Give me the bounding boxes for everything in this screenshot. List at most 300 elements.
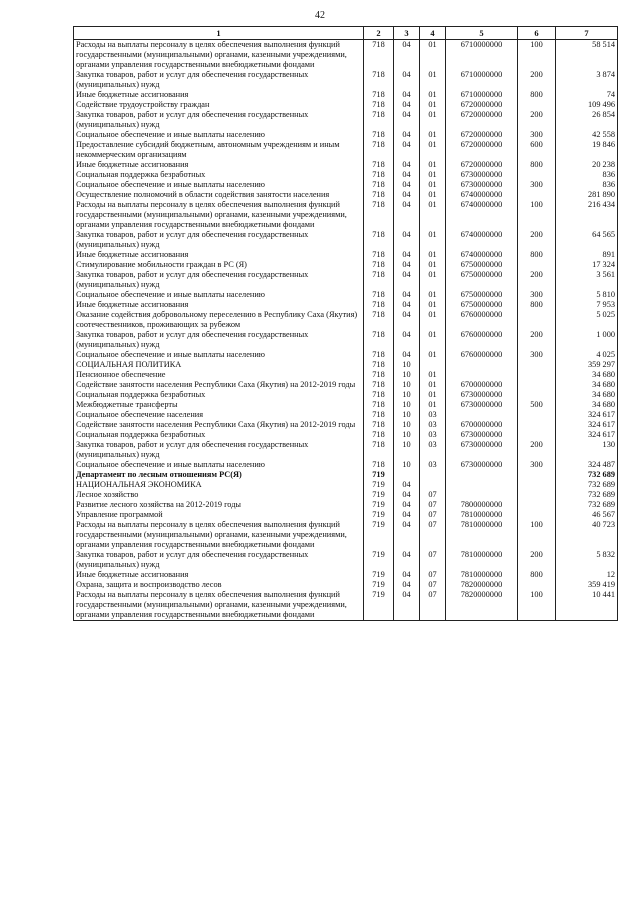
cell-section-code: 04 — [394, 330, 420, 350]
cell-expense-type: 200 — [518, 270, 556, 290]
cell-expense-type: 300 — [518, 130, 556, 140]
cell-subsection-code: 01 — [420, 110, 446, 130]
cell-subsection-code: 01 — [420, 250, 446, 260]
cell-name: Социальное обеспечение и иные выплаты населению — [74, 350, 364, 360]
cell-section-code: 04 — [394, 290, 420, 300]
cell-amount: 10 441 — [556, 590, 618, 621]
cell-target-article: 7820000000 — [446, 590, 518, 621]
cell-subsection-code: 01 — [420, 260, 446, 270]
cell-amount: 12 — [556, 570, 618, 580]
cell-expense-type: 200 — [518, 110, 556, 130]
table-row — [74, 170, 618, 180]
cell-expense-type — [518, 510, 556, 520]
cell-expense-type — [518, 190, 556, 200]
cell-expense-type — [518, 500, 556, 510]
cell-subsection-code: 01 — [420, 100, 446, 110]
cell-name: Социальное обеспечение и иные выплаты населению — [74, 460, 364, 470]
cell-ministry-code: 718 — [364, 190, 394, 200]
cell-target-article: 7810000000 — [446, 520, 518, 550]
table-row — [74, 590, 618, 621]
cell-subsection-code: 01 — [420, 350, 446, 360]
cell-section-code: 10 — [394, 420, 420, 430]
cell-subsection-code: 01 — [420, 300, 446, 310]
cell-amount: 19 846 — [556, 140, 618, 160]
cell-ministry-code: 718 — [364, 310, 394, 330]
cell-section-code: 04 — [394, 260, 420, 270]
cell-target-article: 6700000000 — [446, 380, 518, 390]
table-row — [74, 570, 618, 580]
cell-section-code: 10 — [394, 400, 420, 410]
cell-ministry-code: 719 — [364, 570, 394, 580]
cell-amount: 130 — [556, 440, 618, 460]
cell-subsection-code: 01 — [420, 390, 446, 400]
cell-section-code: 04 — [394, 520, 420, 550]
cell-target-article — [446, 360, 518, 370]
cell-amount: 34 680 — [556, 380, 618, 390]
cell-section-code: 04 — [394, 350, 420, 360]
cell-section-code: 10 — [394, 460, 420, 470]
cell-target-article: 6740000000 — [446, 190, 518, 200]
cell-name: Содействие занятости населения Республики Саха (Якутия) на 2012-2019 годы — [74, 380, 364, 390]
cell-ministry-code: 718 — [364, 370, 394, 380]
cell-name: Расходы на выплаты персоналу в целях обеспечения выполнения функций государственными (муниципальными) органами, казенными учреждениями, органами управления государственными внебюджетными фондами — [74, 200, 364, 230]
cell-name: Закупка товаров, работ и услуг для обеспечения государственных (муниципальных) нужд — [74, 110, 364, 130]
cell-ministry-code: 718 — [364, 40, 394, 71]
cell-target-article: 6710000000 — [446, 70, 518, 90]
cell-expense-type: 300 — [518, 350, 556, 360]
table-row — [74, 140, 618, 160]
cell-target-article: 6760000000 — [446, 330, 518, 350]
cell-subsection-code: 07 — [420, 570, 446, 580]
cell-amount: 324 487 — [556, 460, 618, 470]
cell-target-article: 6760000000 — [446, 310, 518, 330]
cell-subsection-code: 01 — [420, 90, 446, 100]
cell-name: Иные бюджетные ассигнования — [74, 250, 364, 260]
table-row — [74, 470, 618, 480]
cell-ministry-code: 718 — [364, 200, 394, 230]
table-row — [74, 410, 618, 420]
cell-target-article: 6730000000 — [446, 400, 518, 410]
cell-section-code: 04 — [394, 500, 420, 510]
cell-subsection-code: 01 — [420, 330, 446, 350]
table-row — [74, 440, 618, 460]
cell-target-article: 6740000000 — [446, 200, 518, 230]
cell-name: Развитие лесного хозяйства на 2012-2019 годы — [74, 500, 364, 510]
cell-section-code: 04 — [394, 40, 420, 71]
cell-ministry-code: 718 — [364, 290, 394, 300]
cell-amount: 74 — [556, 90, 618, 100]
cell-name: Расходы на выплаты персоналу в целях обеспечения выполнения функций государственными (муниципальными) органами, казенными учреждениями, органами управления государственными внебюджетными фондами — [74, 520, 364, 550]
header-col-7: 7 — [556, 27, 618, 40]
header-col-4: 4 — [420, 27, 446, 40]
cell-ministry-code: 719 — [364, 550, 394, 570]
cell-expense-type: 800 — [518, 90, 556, 100]
page-number: 42 — [315, 10, 325, 21]
table-row — [74, 480, 618, 490]
cell-section-code: 04 — [394, 200, 420, 230]
table-row — [74, 90, 618, 100]
cell-ministry-code: 718 — [364, 90, 394, 100]
cell-name: Расходы на выплаты персоналу в целях обеспечения выполнения функций государственными (муниципальными) органами, казенными учреждениями, органами управления государственными внебюджетными фондами — [74, 40, 364, 71]
cell-name: Социальная поддержка безработных — [74, 390, 364, 400]
cell-ministry-code: 718 — [364, 260, 394, 270]
cell-amount: 40 723 — [556, 520, 618, 550]
cell-subsection-code: 07 — [420, 580, 446, 590]
table-row — [74, 550, 618, 570]
table-row — [74, 230, 618, 250]
cell-amount: 34 680 — [556, 390, 618, 400]
cell-subsection-code — [420, 480, 446, 490]
cell-name: Социальное обеспечение и иные выплаты населению — [74, 180, 364, 190]
cell-name: Охрана, защита и воспроизводство лесов — [74, 580, 364, 590]
cell-section-code: 10 — [394, 360, 420, 370]
cell-target-article: 6720000000 — [446, 110, 518, 130]
cell-expense-type — [518, 580, 556, 590]
cell-expense-type — [518, 260, 556, 270]
cell-name: Социальная поддержка безработных — [74, 430, 364, 440]
cell-expense-type — [518, 170, 556, 180]
cell-ministry-code: 718 — [364, 330, 394, 350]
table-row — [74, 290, 618, 300]
cell-name: Закупка товаров, работ и услуг для обеспечения государственных (муниципальных) нужд — [74, 230, 364, 250]
cell-section-code: 04 — [394, 70, 420, 90]
cell-target-article: 6750000000 — [446, 300, 518, 310]
cell-section-code: 04 — [394, 250, 420, 260]
cell-expense-type: 800 — [518, 250, 556, 260]
cell-amount: 732 689 — [556, 480, 618, 490]
cell-name: Содействие трудоустройству граждан — [74, 100, 364, 110]
cell-target-article: 7810000000 — [446, 550, 518, 570]
cell-amount: 324 617 — [556, 410, 618, 420]
cell-subsection-code: 01 — [420, 160, 446, 170]
cell-amount: 3 874 — [556, 70, 618, 90]
table-row — [74, 200, 618, 230]
header-col-1: 1 — [74, 27, 364, 40]
cell-target-article: 6730000000 — [446, 170, 518, 180]
table-row — [74, 260, 618, 270]
cell-name: Предоставление субсидий бюджетным, автономным учреждениям и иным некоммерческим организациям — [74, 140, 364, 160]
cell-ministry-code: 718 — [364, 410, 394, 420]
table-row — [74, 270, 618, 290]
cell-amount: 359 297 — [556, 360, 618, 370]
cell-expense-type: 200 — [518, 70, 556, 90]
table-row — [74, 520, 618, 550]
cell-subsection-code — [420, 470, 446, 480]
table-row — [74, 310, 618, 330]
table-row — [74, 180, 618, 190]
cell-name: Пенсионное обеспечение — [74, 370, 364, 380]
cell-expense-type: 300 — [518, 460, 556, 470]
cell-amount: 58 514 — [556, 40, 618, 71]
cell-target-article: 6720000000 — [446, 160, 518, 170]
cell-expense-type — [518, 310, 556, 330]
cell-amount: 281 890 — [556, 190, 618, 200]
cell-subsection-code: 07 — [420, 500, 446, 510]
cell-target-article: 6720000000 — [446, 140, 518, 160]
cell-section-code: 10 — [394, 440, 420, 460]
cell-ministry-code: 718 — [364, 350, 394, 360]
cell-ministry-code: 718 — [364, 270, 394, 290]
cell-amount: 1 000 — [556, 330, 618, 350]
cell-name: Департамент по лесным отношениям РС(Я) — [74, 470, 364, 480]
table-row — [74, 370, 618, 380]
cell-subsection-code: 01 — [420, 130, 446, 140]
cell-expense-type: 800 — [518, 570, 556, 580]
cell-name: Содействие занятости населения Республики Саха (Якутия) на 2012-2019 годы — [74, 420, 364, 430]
table-row — [74, 110, 618, 130]
cell-name: Закупка товаров, работ и услуг для обеспечения государственных (муниципальных) нужд — [74, 440, 364, 460]
cell-subsection-code: 01 — [420, 180, 446, 190]
cell-subsection-code: 01 — [420, 230, 446, 250]
cell-target-article — [446, 480, 518, 490]
cell-amount: 5 832 — [556, 550, 618, 570]
budget-table — [73, 26, 618, 621]
cell-subsection-code: 01 — [420, 200, 446, 230]
table-row — [74, 190, 618, 200]
cell-name: Иные бюджетные ассигнования — [74, 90, 364, 100]
table-body — [74, 40, 618, 621]
cell-expense-type: 500 — [518, 400, 556, 410]
cell-section-code: 04 — [394, 310, 420, 330]
cell-section-code: 04 — [394, 510, 420, 520]
cell-target-article — [446, 470, 518, 480]
cell-expense-type — [518, 490, 556, 500]
cell-name: Лесное хозяйство — [74, 490, 364, 500]
cell-ministry-code: 718 — [364, 440, 394, 460]
cell-name: Социальное обеспечение и иные выплаты населению — [74, 290, 364, 300]
cell-ministry-code: 718 — [364, 420, 394, 430]
cell-section-code — [394, 470, 420, 480]
cell-target-article: 6730000000 — [446, 460, 518, 470]
cell-target-article: 6730000000 — [446, 440, 518, 460]
table-row — [74, 400, 618, 410]
cell-section-code: 04 — [394, 550, 420, 570]
cell-name: Иные бюджетные ассигнования — [74, 300, 364, 310]
cell-ministry-code: 718 — [364, 180, 394, 190]
cell-subsection-code: 01 — [420, 290, 446, 300]
cell-section-code: 04 — [394, 170, 420, 180]
cell-ministry-code: 718 — [364, 130, 394, 140]
cell-expense-type — [518, 470, 556, 480]
cell-section-code: 04 — [394, 100, 420, 110]
table-row — [74, 300, 618, 310]
cell-subsection-code: 01 — [420, 70, 446, 90]
cell-target-article: 6760000000 — [446, 350, 518, 360]
cell-ministry-code: 718 — [364, 460, 394, 470]
cell-subsection-code: 01 — [420, 270, 446, 290]
cell-target-article: 6730000000 — [446, 180, 518, 190]
cell-subsection-code: 01 — [420, 380, 446, 390]
cell-subsection-code: 01 — [420, 140, 446, 160]
cell-amount: 732 689 — [556, 490, 618, 500]
cell-target-article — [446, 410, 518, 420]
header-col-2: 2 — [364, 27, 394, 40]
cell-ministry-code: 719 — [364, 490, 394, 500]
cell-amount: 732 689 — [556, 500, 618, 510]
table-row — [74, 130, 618, 140]
cell-amount: 891 — [556, 250, 618, 260]
cell-section-code: 04 — [394, 160, 420, 170]
table-row — [74, 330, 618, 350]
cell-subsection-code: 01 — [420, 400, 446, 410]
cell-name: СОЦИАЛЬНАЯ ПОЛИТИКА — [74, 360, 364, 370]
cell-target-article: 6710000000 — [446, 90, 518, 100]
cell-target-article: 7820000000 — [446, 580, 518, 590]
cell-expense-type — [518, 420, 556, 430]
cell-name: Иные бюджетные ассигнования — [74, 570, 364, 580]
cell-section-code: 04 — [394, 270, 420, 290]
cell-target-article: 6750000000 — [446, 270, 518, 290]
cell-ministry-code: 718 — [364, 100, 394, 110]
cell-name: Расходы на выплаты персоналу в целях обеспечения выполнения функций государственными (муниципальными) органами, казенными учреждениями, органами управления государственными внебюджетными фондами — [74, 590, 364, 621]
cell-section-code: 04 — [394, 480, 420, 490]
cell-subsection-code: 07 — [420, 490, 446, 500]
cell-section-code: 04 — [394, 130, 420, 140]
cell-ministry-code: 719 — [364, 510, 394, 520]
cell-section-code: 10 — [394, 390, 420, 400]
cell-name: Закупка товаров, работ и услуг для обеспечения государственных (муниципальных) нужд — [74, 330, 364, 350]
cell-amount: 20 238 — [556, 160, 618, 170]
cell-subsection-code: 07 — [420, 550, 446, 570]
cell-ministry-code: 718 — [364, 250, 394, 260]
cell-name: Социальное обеспечение и иные выплаты населению — [74, 130, 364, 140]
cell-subsection-code: 03 — [420, 460, 446, 470]
cell-expense-type — [518, 480, 556, 490]
cell-subsection-code: 01 — [420, 190, 446, 200]
cell-section-code: 04 — [394, 230, 420, 250]
cell-ministry-code: 718 — [364, 430, 394, 440]
cell-expense-type: 200 — [518, 440, 556, 460]
table-row — [74, 490, 618, 500]
cell-expense-type: 800 — [518, 160, 556, 170]
cell-ministry-code: 719 — [364, 520, 394, 550]
cell-expense-type: 200 — [518, 230, 556, 250]
cell-subsection-code — [420, 360, 446, 370]
cell-section-code: 10 — [394, 380, 420, 390]
header-col-3: 3 — [394, 27, 420, 40]
cell-amount: 5 025 — [556, 310, 618, 330]
cell-name: Закупка товаров, работ и услуг для обеспечения государственных (муниципальных) нужд — [74, 70, 364, 90]
header-col-5: 5 — [446, 27, 518, 40]
cell-ministry-code: 718 — [364, 160, 394, 170]
cell-expense-type — [518, 390, 556, 400]
cell-expense-type: 100 — [518, 200, 556, 230]
table-row — [74, 510, 618, 520]
cell-name: Социальное обеспечение населения — [74, 410, 364, 420]
cell-target-article: 6710000000 — [446, 40, 518, 71]
cell-section-code: 04 — [394, 590, 420, 621]
cell-subsection-code: 07 — [420, 520, 446, 550]
cell-ministry-code: 718 — [364, 110, 394, 130]
cell-name: Социальная поддержка безработных — [74, 170, 364, 180]
cell-target-article: 6750000000 — [446, 260, 518, 270]
cell-expense-type: 100 — [518, 40, 556, 71]
cell-target-article: 6720000000 — [446, 100, 518, 110]
cell-expense-type — [518, 360, 556, 370]
cell-target-article: 7810000000 — [446, 570, 518, 580]
cell-amount: 216 434 — [556, 200, 618, 230]
cell-ministry-code: 719 — [364, 500, 394, 510]
cell-ministry-code: 718 — [364, 390, 394, 400]
cell-name: НАЦИОНАЛЬНАЯ ЭКОНОМИКА — [74, 480, 364, 490]
cell-expense-type: 200 — [518, 330, 556, 350]
cell-target-article: 6720000000 — [446, 130, 518, 140]
cell-amount: 3 561 — [556, 270, 618, 290]
cell-amount: 46 567 — [556, 510, 618, 520]
cell-target-article: 6740000000 — [446, 230, 518, 250]
cell-amount: 324 617 — [556, 430, 618, 440]
cell-amount: 324 617 — [556, 420, 618, 430]
table-row — [74, 580, 618, 590]
cell-target-article: 6730000000 — [446, 430, 518, 440]
cell-target-article: 6750000000 — [446, 290, 518, 300]
cell-ministry-code: 718 — [364, 400, 394, 410]
cell-ministry-code: 718 — [364, 360, 394, 370]
cell-name: Осуществление полномочий в области содействия занятости населения — [74, 190, 364, 200]
table-row — [74, 40, 618, 71]
cell-subsection-code: 01 — [420, 310, 446, 330]
cell-section-code: 04 — [394, 190, 420, 200]
cell-amount: 42 558 — [556, 130, 618, 140]
cell-expense-type: 300 — [518, 180, 556, 190]
cell-target-article: 6740000000 — [446, 250, 518, 260]
cell-name: Закупка товаров, работ и услуг для обеспечения государственных (муниципальных) нужд — [74, 270, 364, 290]
cell-expense-type: 800 — [518, 300, 556, 310]
cell-name: Закупка товаров, работ и услуг для обеспечения государственных (муниципальных) нужд — [74, 550, 364, 570]
cell-target-article: 6730000000 — [446, 390, 518, 400]
cell-expense-type: 600 — [518, 140, 556, 160]
table-row — [74, 390, 618, 400]
cell-section-code: 10 — [394, 430, 420, 440]
cell-section-code: 04 — [394, 580, 420, 590]
table-row — [74, 380, 618, 390]
cell-expense-type: 100 — [518, 520, 556, 550]
cell-expense-type: 200 — [518, 550, 556, 570]
cell-amount: 732 689 — [556, 470, 618, 480]
cell-expense-type — [518, 410, 556, 420]
cell-ministry-code: 719 — [364, 590, 394, 621]
table-row — [74, 460, 618, 470]
cell-subsection-code: 03 — [420, 410, 446, 420]
table-row — [74, 160, 618, 170]
cell-section-code: 10 — [394, 370, 420, 380]
cell-name: Стимулирование мобильности граждан в РС (Я) — [74, 260, 364, 270]
cell-ministry-code: 718 — [364, 300, 394, 310]
table-header-row — [74, 27, 618, 40]
cell-name: Межбюджетные трансферты — [74, 400, 364, 410]
cell-amount: 836 — [556, 180, 618, 190]
cell-subsection-code: 07 — [420, 510, 446, 520]
cell-target-article — [446, 370, 518, 380]
cell-amount: 836 — [556, 170, 618, 180]
cell-target-article: 6700000000 — [446, 420, 518, 430]
cell-expense-type — [518, 380, 556, 390]
cell-target-article — [446, 490, 518, 500]
table-row — [74, 100, 618, 110]
cell-name: Оказание содействия добровольному переселению в Республику Саха (Якутия) соотечественников, проживающих за рубежом — [74, 310, 364, 330]
table-row — [74, 350, 618, 360]
cell-ministry-code: 718 — [364, 170, 394, 180]
cell-section-code: 04 — [394, 570, 420, 580]
cell-section-code: 04 — [394, 300, 420, 310]
cell-subsection-code: 03 — [420, 430, 446, 440]
cell-amount: 109 496 — [556, 100, 618, 110]
cell-amount: 34 680 — [556, 370, 618, 380]
cell-subsection-code: 01 — [420, 170, 446, 180]
cell-section-code: 10 — [394, 410, 420, 420]
table-row — [74, 360, 618, 370]
cell-expense-type: 100 — [518, 590, 556, 621]
